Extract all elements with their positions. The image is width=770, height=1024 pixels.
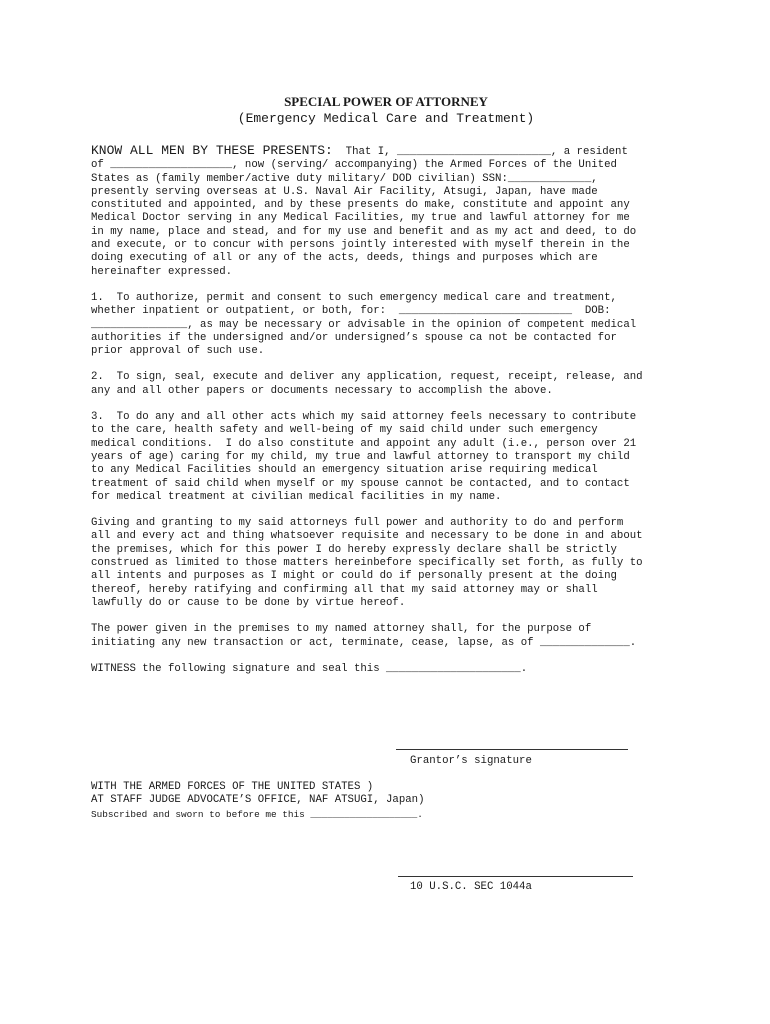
notary-signature-line[interactable]: [398, 876, 633, 877]
paragraph-line: thereof, hereby ratifying and confirming all that my said attorney may or shall: [91, 583, 598, 596]
paragraph-line: _______________, as may be necessary or advisable in the opinion of competent medical: [91, 318, 637, 331]
subscribed-line: Subscribed and sworn to before me this ___________________.: [91, 808, 423, 820]
grantor-signature-label: Grantor’s signature: [410, 755, 532, 767]
armed-forces-line: WITH THE ARMED FORCES OF THE UNITED STATES ): [91, 781, 374, 793]
paragraph-1: [91, 292, 691, 358]
paragraph-2: [91, 371, 691, 398]
paragraph-5: [91, 623, 691, 650]
witness-line: WITNESS the following signature and seal this _____________________.: [91, 662, 528, 675]
paragraph-line: 1. To authorize, permit and consent to such emergency medical care and treatment,: [91, 291, 617, 304]
paragraph-3: [91, 411, 691, 504]
grantor-signature-line[interactable]: [396, 749, 628, 750]
intro-line: hereinafter expressed.: [91, 265, 233, 278]
statute-label: 10 U.S.C. SEC 1044a: [410, 881, 532, 893]
paragraph-line: all and every act and thing whatsoever requisite and necessary to be done in and about: [91, 530, 643, 543]
paragraph-line: lawfully do or cause to be done by virtue hereof.: [91, 596, 406, 609]
intro-heading: KNOW ALL MEN BY THESE PRESENTS:: [91, 143, 333, 158]
paragraph-line: The power given in the premises to my named attorney shall, for the purpose of: [91, 623, 592, 636]
intro-paragraph: [91, 144, 691, 279]
paragraph-line: authorities if the undersigned and/or undersigned’s spouse ca not be contacted for: [91, 331, 617, 344]
paragraph-line: whether inpatient or outpatient, or both, for: ___________________________ DOB:: [91, 305, 611, 318]
intro-line: constituted and appointed, and by these presents do make, constitute and appoint any: [91, 199, 630, 212]
paragraph-line: all intents and purposes as I might or could do if personally present at the doing: [91, 570, 617, 583]
paragraph-line: treatment of said child when myself or my spouse cannot be contacted, and to contact: [91, 477, 630, 490]
intro-line: and execute, or to concur with persons jointly interested with myself therein in the: [91, 239, 630, 252]
armed-forces-line: AT STAFF JUDGE ADVOCATE’S OFFICE, NAF ATSUGI, Japan): [91, 794, 425, 807]
document-subtitle: (Emergency Medical Care and Treatment): [237, 111, 535, 126]
document-body: [91, 95, 691, 676]
intro-line: States as (family member/active duty military/ DOD civilian) SSN:_____________,: [91, 172, 598, 185]
paragraph-line: any and all other papers or documents necessary to accomplish the above.: [91, 384, 553, 397]
paragraph-line: Giving and granting to my said attorneys full power and authority to do and perform: [91, 517, 624, 530]
paragraph-line: 2. To sign, seal, execute and deliver any application, request, receipt, release, and: [91, 371, 643, 384]
witness-paragraph: [91, 663, 691, 676]
paragraph-line: medical conditions. I do also constitute and appoint any adult (i.e., person over 21: [91, 437, 637, 450]
intro-line: That I, ________________________, a resident: [332, 146, 628, 158]
paragraph-line: construed as limited to those matters hereinbefore specifically set forth, as fully to: [91, 557, 643, 570]
paragraph-line: the premises, which for this power I do hereby expressly declare shall be strictly: [91, 543, 617, 556]
document-title: SPECIAL POWER OF ATTORNEY: [284, 94, 488, 109]
intro-line: in my name, place and stead, and for my use and benefit and as my act and deed, to do: [91, 225, 637, 238]
intro-line: Medical Doctor serving in any Medical Facilities, my true and lawful attorney for me: [91, 212, 630, 225]
paragraph-line: prior approval of such use.: [91, 345, 265, 358]
paragraph-line: initiating any new transaction or act, terminate, cease, lapse, as of ______________.: [91, 636, 637, 649]
armed-forces-block: [91, 781, 425, 821]
paragraph-line: 3. To do any and all other acts which my said attorney feels necessary to contribute: [91, 411, 637, 424]
paragraph-4: [91, 517, 691, 610]
paragraph-line: to the care, health safety and well-being of my said child under such emergency: [91, 424, 598, 437]
intro-line: doing executing of all or any of the acts, deeds, things and purposes which are: [91, 252, 598, 265]
paragraph-line: to any Medical Facilities should an emergency situation arise requiring medical: [91, 464, 598, 477]
intro-line: presently serving overseas at U.S. Naval Air Facility, Atsugi, Japan, have made: [91, 185, 598, 198]
paragraph-line: for medical treatment at civilian medical facilities in my name.: [91, 490, 502, 503]
intro-line: of ___________________, now (serving/ accompanying) the Armed Forces of the United: [91, 159, 617, 172]
paragraph-line: years of age) caring for my child, my true and lawful attorney to transport my child: [91, 450, 630, 463]
